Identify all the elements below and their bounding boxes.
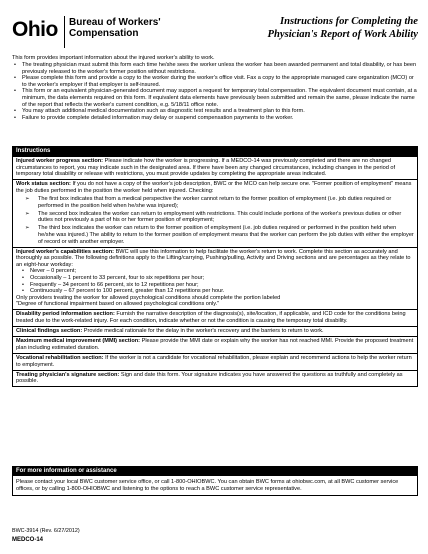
bureau-line-1: Bureau of Workers'	[69, 17, 161, 28]
title-line-1: Instructions for Completing the	[279, 16, 418, 27]
list-item: • Please complete this form and provide a copy to the worker during the worker's office visit. Fax a copy to the appropriate managed care organization (MCO) or to the worker's employer if that employer is self-insured.	[14, 75, 414, 88]
bureau-line-2: Compensation	[69, 28, 139, 39]
psych-note-1: Only providers treating the worker for allowed psychological conditions should complete the portion labeled	[16, 294, 281, 301]
form-name: MEDCO-14	[12, 537, 44, 543]
document-title	[268, 15, 418, 41]
title-line-2: Physician's Report of Work Ability	[267, 29, 418, 40]
list-item: • Failure to provide complete detailed information may delay or suspend compensation payments to the worker.	[14, 114, 294, 121]
header	[12, 14, 418, 52]
capabilities-section: Injured worker's capabilities section: BWC will use this information to help facilitate the worker's return to work. Complete this section as accurately and thoroughly as possible. The following definitions apply to the Lifting/carrying, Pushing/pulling, Activity and Driving sections and are percentages as they relate to an eight-hour workday: • Never – 0 percent; • Occasionally – 1 percent to 33 percent, four to six repetitions per hour; • Frequently – 34 percent to 66 percent, six to 12 repetitions per hour; • Continuously – 67 percent to 100 percent, greater than 12 repetitions per hour. Only providers treating the worker for allowed psychological conditions should complete the portion labeled "Degree of functional impairment based on allowed psychological conditions only."	[13, 247, 417, 310]
signature-section: Treating physician's signature section: Sign and date this form. Your signature indicates you have answered the questions as truthfully and completely as possible.	[13, 370, 417, 387]
arrow-icon: ➢	[25, 210, 30, 217]
instructions-box	[12, 146, 418, 387]
arrow-icon: ➢	[25, 195, 30, 202]
form-code: BWC-3914 (Rev. 6/27/2012)	[12, 528, 80, 534]
mmi-section: Maximum medical improvement (MMI) section: Please provide the MMI date or explain why the worker has not reached MMI. Provide the proposed treatment plan including estimated duration.	[13, 336, 417, 353]
vocational-section: Vocational rehabilitation section: If the worker is not a candidate for vocational rehabilitation, please explain and recommend actions to help the worker return to employment.	[13, 353, 417, 370]
list-item: • You may attach additional medical documentation such as diagnostic test results and a treatment plan to this form.	[14, 108, 305, 115]
list-item: • Continuously – 67 percent to 100 percent, greater than 12 repetitions per hour.	[22, 288, 225, 295]
more-info-heading: For more information or assistance	[13, 467, 417, 476]
list-item: ➢ The first box indicates that from a medical perspective the worker cannot return to the former position of employment (i.e. job duties required or performed in the position held when he/she was injured);	[25, 195, 392, 209]
list-item: • Never – 0 percent;	[22, 268, 77, 275]
list-item: • This form or an equivalent physician-generated document may support a request for temporary total compensation. The equivalent document must contain, at a minimum, the data elements required on this form. If equivalent data elements have previously been submitted and remain the same, please indicate the name of the report that reflects the worker's current condition, e.g. 5/18/11 office note.	[14, 88, 417, 108]
more-info-box	[12, 466, 418, 496]
intro-lead: This form provides important information about the injured worker's ability to work.	[12, 55, 215, 61]
psych-note-2: "Degree of functional impairment based on allowed psychological conditions only."	[16, 301, 220, 308]
more-info-text: Please contact your local BWC customer service office, or call 1-800-OHIOBWC. You can obtain BWC forms at ohiobwc.com, at all BWC customer service offices, or by calling 1-800-OHIOBWC and listening to the options to reach a BWC customer service representative.	[16, 479, 399, 492]
list-item: • Frequently – 34 percent to 66 percent, six to 12 repetitions per hour;	[22, 281, 199, 288]
disability-section: Disability period information section: Furnish the narrative description of the diagnosis(s), site/location, if applicable, and ICD code for the conditions being treated due to the work-related injury. For each condition, indicate whether or not the condition is causing the temporary total disability.	[13, 309, 417, 326]
intro	[12, 55, 418, 121]
list-item: ➢ The second box indicates the worker can return to employment with restrictions. This could include portions of the worker's previous duties or other duties not previously a part of his or her former position of employment;	[25, 210, 402, 224]
logo-divider	[64, 16, 65, 48]
bureau-name	[69, 17, 161, 39]
list-item: ➢ The third box indicates the worker can return to the former position of employment (i.e. job duties required or performed in the position held when he/she was injured.) The ability to return to the former position of employment means that the worker can perform the job duties with either the employer of record or with another employer.	[25, 225, 414, 245]
progress-section: Injured worker progress section: Please indicate how the worker is progressing. If a MEDCO-14 was previously completed and there are no changed circumstances to report, you may indicate such in the designated area. If there have been any changed circumstances, including changes in the period of temporary total disability or release with restrictions, you must provide updates by completing the appropriate areas indicated.	[13, 156, 417, 179]
work-status-section: Work status section: If you do not have a copy of the worker's job description, BWC or the MCO can help secure one. "Former position of employment" means the job duties performed in the position the worker held when injured. Checking: ➢ The first box indicates that from a medical perspective the worker cannot return to the former position of employment (i.e. job duties required or performed in the position held when he/she was injured); ➢ The second box indicates the worker can return to employment with restrictions. This could include portions of the worker's previous duties or other duties not previously a part of his or her former position of employment; ➢ The third box indicates the worker can return to the former position of employment (i.e. job duties required or performed in the position held when he/she was injured.) The ability to return to the former position of employment means that the worker can perform the job duties with either the employer of record or with another employer.	[13, 179, 417, 246]
list-item: • Occasionally – 1 percent to 33 percent, four to six repetitions per hour;	[22, 275, 205, 281]
instructions-heading: Instructions	[13, 147, 417, 156]
arrow-icon: ➢	[25, 225, 30, 232]
intro-bullets	[12, 62, 418, 121]
ohio-logo: Ohio	[12, 18, 58, 41]
clinical-section: Clinical findings section: Provide medical rationale for the delay in the worker's recovery and the barriers to return to work.	[13, 326, 417, 336]
list-item: • The treating physician must submit this form each time he/she sees the worker unless the worker has been awarded permanent and total disability, or has been previously released to the worker's former position without restrictions.	[14, 62, 417, 75]
